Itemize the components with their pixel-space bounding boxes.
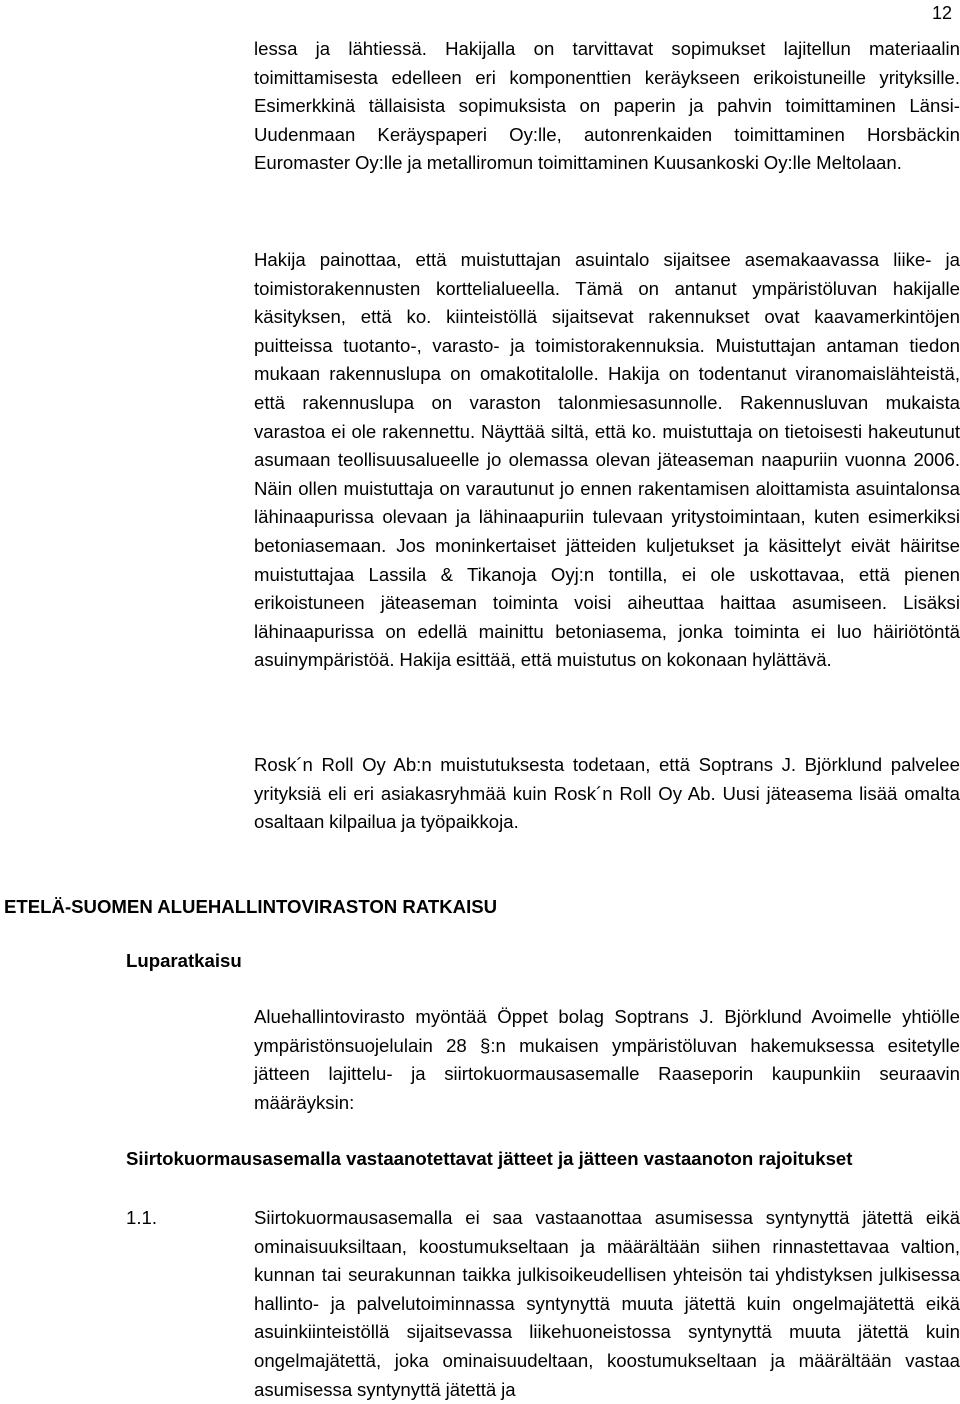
item-text: Siirtokuormausasemalla ei saa vastaanottaa asumisessa syntynyttä jätettä eikä ominaisuuksiltaan, koostumukseltaan ja määrältään siihen rinnastettavaa valtion, kunnan tai seurakunnan taikka julkisoikeudellisen yhteisön tai yhdistyksen julkisessa hallinto- ja palvelutoiminnassa syntynyttä muuta jätettä kuin ongelmajätettä eikä asuinkiinteistöllä sijaitsevassa liikehuoneistossa syntynyttä muuta jätettä kuin ongelmajätettä, joka ominaisuudeltaan, koostumukseltaan ja määrältään vastaa asumisessa syntynyttä jätettä ja: [254, 1207, 960, 1400]
paragraph-applicant-agreements: lessa ja lähtiessä. Hakijalla on tarvittavat sopimukset lajitellun materiaalin toimittamisesta edelleen eri komponenttien keräykseen erikoistuneille yrityksille. Esimerkkinä tällaisista sopimuksista on paperin ja pahvin toimittaminen Länsi-Uudenmaan Keräyspaperi Oy:lle, autonrenkaiden toimittaminen Horsbäckin Euromaster Oy:lle ja metalliromun toimittaminen Kuusankoski Oy:lle Meltolaan.: [254, 38, 960, 174]
page-number: 12: [931, 3, 952, 23]
item-number: 1.1.: [126, 1207, 158, 1228]
decision-heading: ETELÄ-SUOMEN ALUEHALLINTOVIRASTON RATKAISU: [4, 896, 498, 917]
paragraph-applicant-response: Hakija painottaa, että muistuttajan asuintalo sijaitsee asemakaavassa liike- ja toimistorakennusten korttelialueella. Tämä on antanut ympäristöluvan hakijalle käsityksen, että ko. kiinteistöllä sijaitsevat rakennukset ovat kaavamerkintöjen puitteissa tuotanto-, varasto- ja toimistorakennuksia. Muistuttajan antaman tiedon mukaan rakennuslupa on omakotitalolle. Hakija on todentanut viranomaislähteistä, että rakennuslupa on varaston talonmiesasunnolle. Rakennusluvan mukaista varastoa ei ole rakennettu. Näyttää siltä, että ko. muistuttaja on tietoisesti hakeutunut asumaan teollisuusalueelle jo olemassa olevan jäteaseman naapuriin vuonna 2006. Näin ollen muistuttaja on varautunut jo ennen rakentamisen aloittamista asuintalonsa lähinaapurissa olevaan ja lähinaapuriin tulevaan yritystoimintaan, kuten esimerkiksi betoniasemaan. Jos moninkertaiset jätteiden kuljetukset ja käsittelyt eivät häiritse muistuttajaa Lassila & Tikanoja Oyj:n tontilla, ei ole uskottavaa, että pienen erikoistuneen jäteaseman toiminta voisi aiheuttaa haittaa asumiseen. Lisäksi lähinaapurissa on edellä mainittu betoniasema, jonka toiminta ei luo häiriötöntä asuinympäristöä. Hakija esittää, että muistutus on kokonaan hylättävä.: [254, 249, 960, 671]
permit-decision-subheading: Luparatkaisu: [126, 950, 242, 971]
paragraph-permit-grant: Aluehallintovirasto myöntää Öppet bolag Soptrans J. Björklund Avoimelle yhtiölle ympäristönsuojelulain 28 §:n mukaisen ympäristöluvan hakemuksessa esitetylle jätteen lajittelu- ja siirtokuormausasemalle Raaseporin kaupunkiin seuraavin määräyksin:: [254, 1006, 960, 1113]
section-heading-waste-restrictions: Siirtokuormausasemalla vastaanotettavat jätteet ja jätteen vastaanoton rajoitukset: [126, 1148, 853, 1169]
paragraph-rosk-n-roll-response: Rosk´n Roll Oy Ab:n muistutuksesta todetaan, että Soptrans J. Björklund palvelee yrityksiä eli eri asiakasryhmää kuin Rosk´n Roll Oy Ab. Uusi jäteasema lisää omalta osaltaan kilpailua ja työpaikkoja.: [254, 754, 960, 833]
